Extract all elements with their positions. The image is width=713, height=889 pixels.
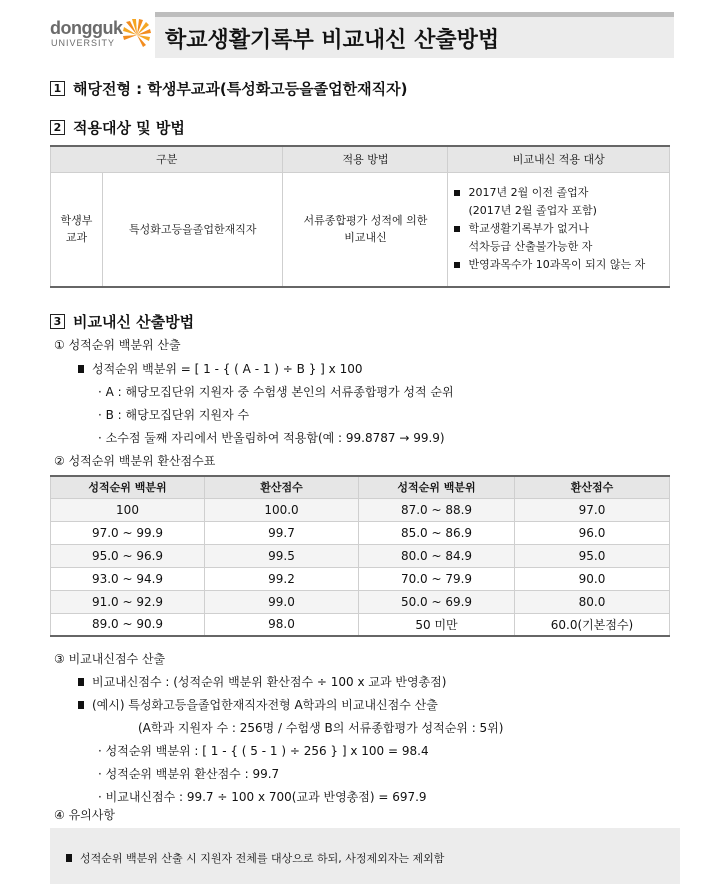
table-row: 100 100.0 87.0 ~ 88.9 97.0 — [51, 498, 670, 521]
section-2-heading — [50, 117, 185, 138]
section-3-heading — [50, 311, 194, 332]
target-header-target: 비교내신 적용 대상 — [448, 146, 670, 172]
score-header: 성적순위 백분위 — [51, 476, 205, 498]
table-row: 89.0 ~ 90.9 98.0 50 미만 60.0(기본점수) — [51, 613, 670, 636]
bullet-square-icon — [454, 190, 460, 196]
logo-name: dongguk — [50, 18, 123, 38]
target-category-cell: 학생부 교과 — [51, 172, 103, 287]
step-3-example-line-1: · 성적순위 백분위 : [ 1 - { ( 5 - 1 ) ÷ 256 } ] x 100 = 98.4 — [98, 744, 429, 758]
step-3-example-title: (예시) 특성화고등을졸업한재직자전형 A학과의 비교내신점수 산출 — [78, 696, 438, 713]
note-text: 성적순위 백분위 산출 시 지원자 전체를 대상으로 하되, 사정제외자는 제외함 — [66, 850, 444, 866]
section-2-title: 적용대상 및 방법 — [73, 119, 185, 137]
score-header: 성적순위 백분위 — [359, 476, 515, 498]
logo-flame-icon — [120, 18, 154, 52]
target-list-subitem: (2017년 2월 졸업자 포함) — [468, 204, 597, 218]
target-list-item: 반영과목수가 10과목이 되지 않는 자 — [454, 256, 663, 274]
table-row: 93.0 ~ 94.9 99.2 70.0 ~ 79.9 90.0 — [51, 567, 670, 590]
score-header: 환산점수 — [205, 476, 359, 498]
section-3-title: 비교내신 산출방법 — [73, 313, 195, 331]
target-list-item: 학교생활기록부가 없거나 — [454, 220, 663, 238]
header-title-bar — [155, 17, 674, 58]
step-3-formula: 비교내신점수 : (성적순위 백분위 환산점수 ÷ 100 x 교과 반영총점) — [78, 673, 446, 690]
step-3-example-line-2: · 성적순위 백분위 환산점수 : 99.7 — [98, 767, 280, 781]
step-2-title: ② 성적순위 백분위 환산점수표 — [54, 454, 216, 468]
page-header — [50, 12, 674, 58]
target-list-cell — [448, 172, 670, 287]
logo-sub: UNIVERSITY — [51, 38, 116, 48]
bullet-square-icon — [454, 226, 460, 232]
section-3-number: 3 — [50, 314, 65, 329]
bullet-square-icon — [78, 678, 84, 686]
bullet-square-icon — [66, 854, 72, 862]
note-box — [50, 828, 680, 884]
target-header-category: 구분 — [51, 146, 283, 172]
section-1-heading — [50, 78, 407, 99]
section-1-number: 1 — [50, 81, 65, 96]
step-3-example-line-3: · 비교내신점수 : 99.7 ÷ 100 x 700(교과 반영총점) = 697.9 — [98, 790, 427, 804]
target-list-item: 2017년 2월 이전 졸업자 — [454, 184, 663, 202]
step-1-b-definition: · B : 해당모집단위 지원자 수 — [98, 408, 250, 422]
table-row: 97.0 ~ 99.9 99.7 85.0 ~ 86.9 96.0 — [51, 521, 670, 544]
bullet-square-icon — [78, 701, 84, 709]
table-row: 95.0 ~ 96.9 99.5 80.0 ~ 84.9 95.0 — [51, 544, 670, 567]
score-table — [50, 475, 670, 637]
page-title: 학교생활기록부 비교내신 산출방법 — [165, 28, 500, 53]
step-1-formula: 성적순위 백분위 = [ 1 - { ( A - 1 ) ÷ B } ] x 100 — [78, 360, 362, 377]
target-applicant-cell: 특성화고등을졸업한재직자 — [103, 172, 283, 287]
target-table — [50, 145, 670, 288]
table-row: 91.0 ~ 92.9 99.0 50.0 ~ 69.9 80.0 — [51, 590, 670, 613]
bullet-square-icon — [78, 365, 84, 373]
section-2-number: 2 — [50, 120, 65, 135]
step-3-example-condition: (A학과 지원자 수 : 256명 / 수험생 B의 서류종합평가 성적순위 : 5위) — [138, 721, 504, 735]
score-header: 환산점수 — [515, 476, 670, 498]
step-1-rounding: · 소수점 둘째 자리에서 반올림하여 적용함(예 : 99.8787 → 99.9) — [98, 431, 445, 445]
step-4-title: ④ 유의사항 — [54, 808, 115, 822]
target-header-method: 적용 방법 — [283, 146, 448, 172]
target-method-cell: 서류종합평가 성적에 의한 비교내신 — [283, 172, 448, 287]
step-1-title: ① 성적순위 백분위 산출 — [54, 338, 181, 352]
bullet-square-icon — [454, 262, 460, 268]
step-1-a-definition: · A : 해당모집단위 지원자 중 수험생 본인의 서류종합평가 성적 순위 — [98, 385, 454, 399]
step-3-title: ③ 비교내신점수 산출 — [54, 652, 166, 666]
target-list-subitem: 석차등급 산출불가능한 자 — [468, 240, 593, 254]
university-logo — [50, 18, 154, 54]
section-1-title: 해당전형 : 학생부교과(특성화고등을졸업한재직자) — [73, 80, 408, 98]
